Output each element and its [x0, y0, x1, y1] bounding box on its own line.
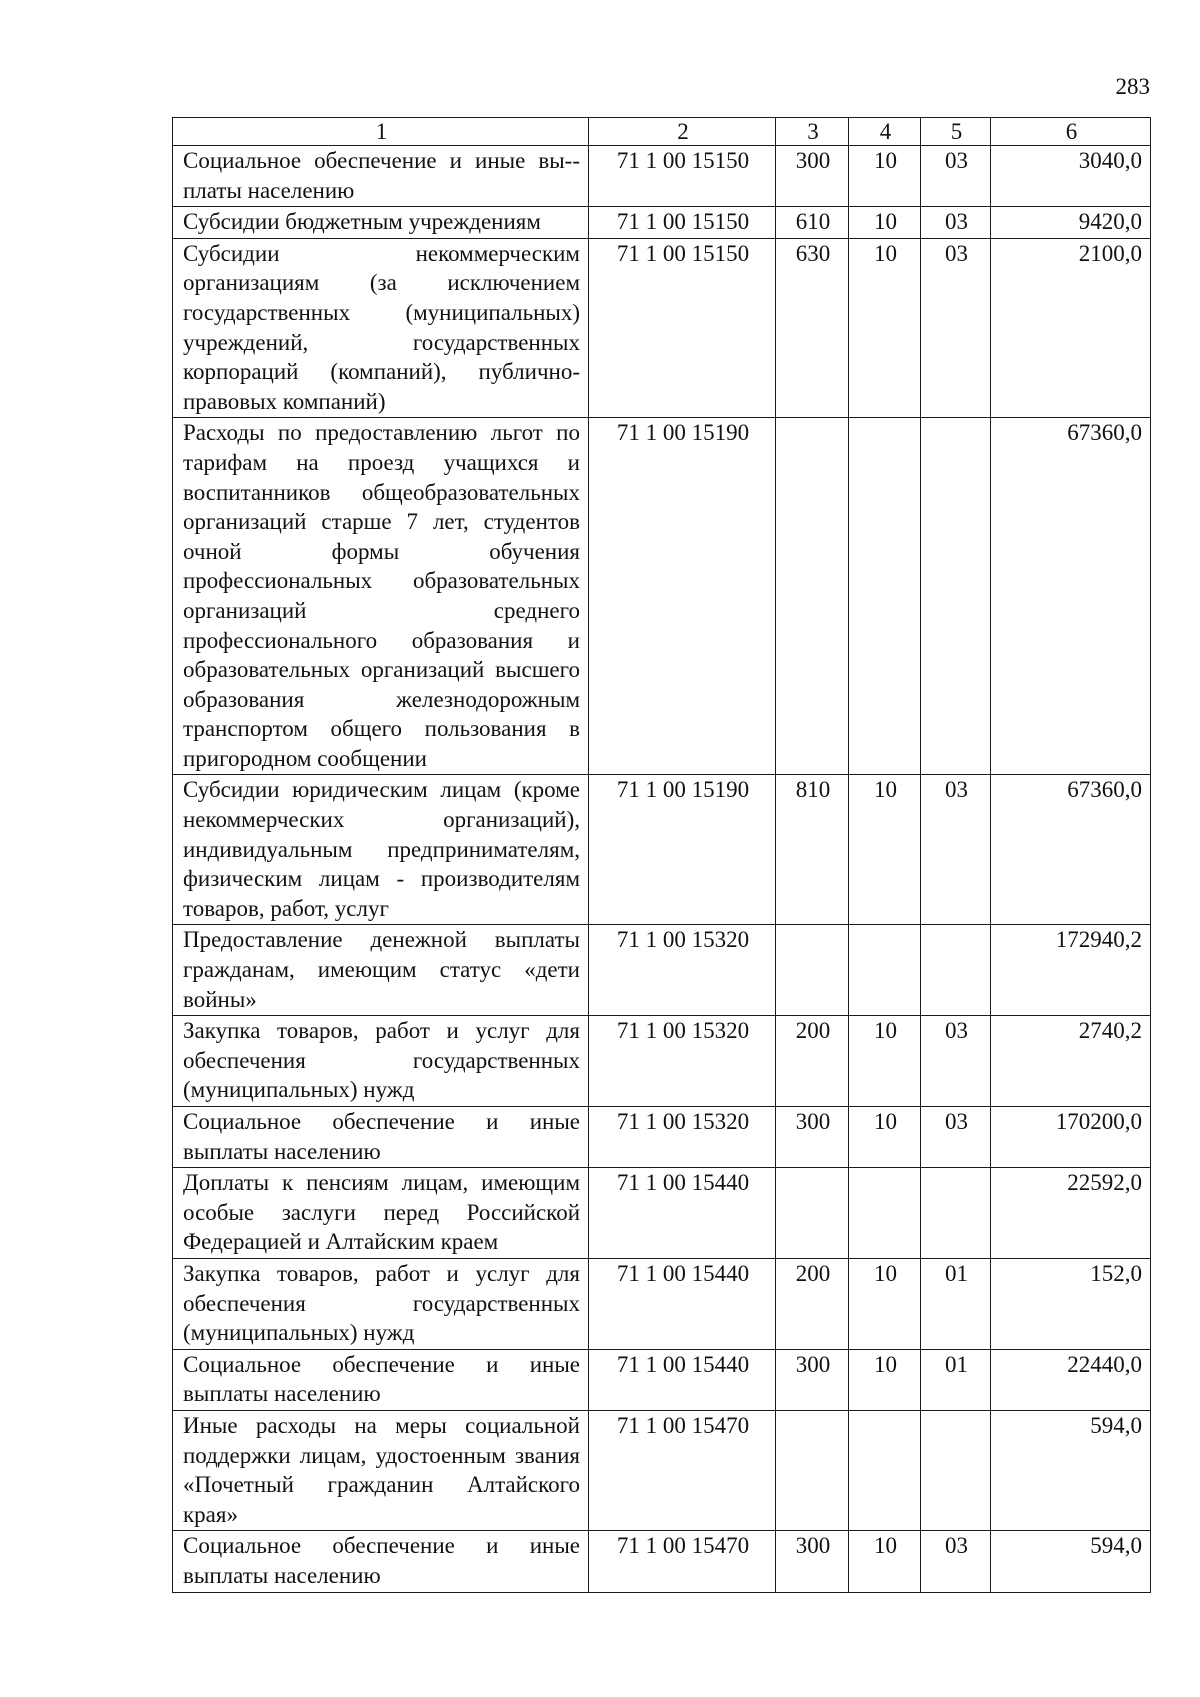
- row-section: 10: [849, 1531, 921, 1592]
- row-name: Предоставление денежной выплаты гражданам, имеющим статус «дети войны»: [173, 925, 589, 1016]
- row-name: Расходы по предоставлению льгот по тарифам на проезд учащихся и воспитанников общеобразовательных организаций старше 7 лет, студентов очной формы обучения профессиональных образовательных организаций среднего профессионального образования и образовательных организаций высшего образования железнодорожным транспортом общего пользования в пригородном сообщении: [173, 418, 589, 775]
- row-subsection: [921, 418, 991, 775]
- row-subsection: 03: [921, 775, 991, 925]
- table-row: [173, 1410, 1151, 1530]
- row-target-code: 71 1 00 15150: [589, 238, 776, 418]
- row-amount: 67360,0: [991, 775, 1151, 925]
- row-subsection: [921, 1410, 991, 1530]
- row-subsection: [921, 1168, 991, 1259]
- row-expense-type: 300: [776, 146, 849, 207]
- row-name: Субсидии бюджетным учреждениям: [173, 207, 589, 239]
- table-row: [173, 1258, 1151, 1349]
- row-subsection: [921, 925, 991, 1016]
- row-expense-type: 300: [776, 1107, 849, 1168]
- column-header-1: 1: [173, 118, 589, 146]
- table-row: [173, 1107, 1151, 1168]
- row-target-code: 71 1 00 15440: [589, 1168, 776, 1259]
- row-name: Иные расходы на меры социальной поддержки лицам, удостоенным звания «Почетный гражданин Алтайского края»: [173, 1410, 589, 1530]
- row-subsection: 01: [921, 1349, 991, 1410]
- row-amount: 9420,0: [991, 207, 1151, 239]
- table-row: [173, 418, 1151, 775]
- row-target-code: 71 1 00 15470: [589, 1531, 776, 1592]
- table-header-row: [173, 118, 1151, 146]
- row-subsection: 03: [921, 1016, 991, 1107]
- table-row: [173, 925, 1151, 1016]
- row-amount: 2100,0: [991, 238, 1151, 418]
- row-subsection: 03: [921, 238, 991, 418]
- row-amount: 170200,0: [991, 1107, 1151, 1168]
- row-expense-type: 610: [776, 207, 849, 239]
- budget-table: [172, 117, 1151, 1593]
- row-section: 10: [849, 1349, 921, 1410]
- row-target-code: 71 1 00 15320: [589, 925, 776, 1016]
- row-name: Социальное обеспечение и иные выплаты населению: [173, 1349, 589, 1410]
- table-row: [173, 1349, 1151, 1410]
- row-expense-type: 630: [776, 238, 849, 418]
- column-header-5: 5: [921, 118, 991, 146]
- row-name: Социальное обеспечение и иные вы-платы населению: [173, 146, 589, 207]
- row-expense-type: [776, 1168, 849, 1259]
- row-amount: 67360,0: [991, 418, 1151, 775]
- row-amount: 2740,2: [991, 1016, 1151, 1107]
- row-section: 10: [849, 238, 921, 418]
- table-row: [173, 1016, 1151, 1107]
- row-subsection: 03: [921, 1107, 991, 1168]
- row-section: 10: [849, 207, 921, 239]
- row-section: 10: [849, 775, 921, 925]
- row-name: Закупка товаров, работ и услуг для обеспечения государственных (муниципальных) нужд: [173, 1016, 589, 1107]
- row-target-code: 71 1 00 15150: [589, 146, 776, 207]
- table-row: [173, 207, 1151, 239]
- row-expense-type: 200: [776, 1258, 849, 1349]
- row-expense-type: 200: [776, 1016, 849, 1107]
- row-target-code: 71 1 00 15190: [589, 775, 776, 925]
- table-row: [173, 1531, 1151, 1592]
- table-row: [173, 238, 1151, 418]
- row-subsection: 03: [921, 207, 991, 239]
- row-amount: 3040,0: [991, 146, 1151, 207]
- row-section: [849, 1168, 921, 1259]
- row-name: Субсидии некоммерческим организациям (за исключением государственных (муниципальных) учреждений, государственных корпораций (компаний), публично-правовых компаний): [173, 238, 589, 418]
- row-expense-type: [776, 418, 849, 775]
- row-target-code: 71 1 00 15190: [589, 418, 776, 775]
- column-header-3: 3: [776, 118, 849, 146]
- row-section: 10: [849, 1016, 921, 1107]
- row-name: Доплаты к пенсиям лицам, имеющим особые заслуги перед Российской Федерацией и Алтайским краем: [173, 1168, 589, 1259]
- row-target-code: 71 1 00 15150: [589, 207, 776, 239]
- row-amount: 22440,0: [991, 1349, 1151, 1410]
- table-row: [173, 146, 1151, 207]
- row-target-code: 71 1 00 15440: [589, 1258, 776, 1349]
- row-section: 10: [849, 146, 921, 207]
- row-name: Социальное обеспечение и иные выплаты населению: [173, 1531, 589, 1592]
- row-expense-type: [776, 925, 849, 1016]
- row-section: 10: [849, 1107, 921, 1168]
- page-number: 283: [1115, 74, 1150, 99]
- row-amount: 172940,2: [991, 925, 1151, 1016]
- row-name: Закупка товаров, работ и услуг для обеспечения государственных (муниципальных) нужд: [173, 1258, 589, 1349]
- row-expense-type: 810: [776, 775, 849, 925]
- row-section: [849, 1410, 921, 1530]
- column-header-4: 4: [849, 118, 921, 146]
- row-amount: 594,0: [991, 1531, 1151, 1592]
- row-expense-type: [776, 1410, 849, 1530]
- table-row: [173, 775, 1151, 925]
- row-target-code: 71 1 00 15320: [589, 1016, 776, 1107]
- row-subsection: 03: [921, 1531, 991, 1592]
- row-name: Субсидии юридическим лицам (кроме некоммерческих организаций), индивидуальным предпринимателям, физическим лицам - производителям товаров, работ, услуг: [173, 775, 589, 925]
- row-target-code: 71 1 00 15470: [589, 1410, 776, 1530]
- column-header-2: 2: [589, 118, 776, 146]
- row-section: [849, 925, 921, 1016]
- row-target-code: 71 1 00 15320: [589, 1107, 776, 1168]
- row-expense-type: 300: [776, 1349, 849, 1410]
- row-amount: 152,0: [991, 1258, 1151, 1349]
- row-subsection: 03: [921, 146, 991, 207]
- column-header-6: 6: [991, 118, 1151, 146]
- row-subsection: 01: [921, 1258, 991, 1349]
- row-target-code: 71 1 00 15440: [589, 1349, 776, 1410]
- row-amount: 22592,0: [991, 1168, 1151, 1259]
- table-row: [173, 1168, 1151, 1259]
- row-amount: 594,0: [991, 1410, 1151, 1530]
- row-section: [849, 418, 921, 775]
- row-section: 10: [849, 1258, 921, 1349]
- row-expense-type: 300: [776, 1531, 849, 1592]
- row-name: Социальное обеспечение и иные выплаты населению: [173, 1107, 589, 1168]
